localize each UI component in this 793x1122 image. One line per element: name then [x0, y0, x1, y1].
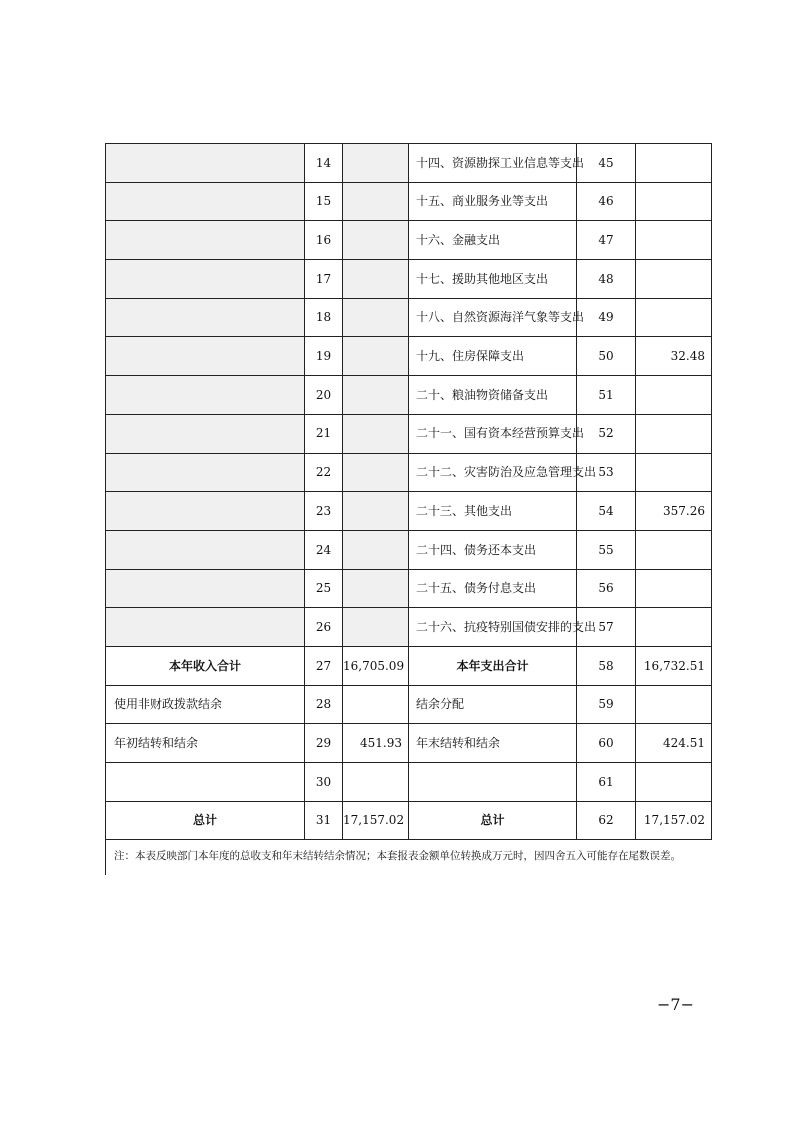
- income-row-number-cell: 15: [305, 182, 343, 221]
- expense-amount-cell: [636, 530, 712, 569]
- expense-row-number-cell: 57: [577, 608, 636, 647]
- income-amount-cell: [343, 221, 409, 260]
- income-amount-cell: [343, 453, 409, 492]
- income-amount-cell: 17,157.02: [343, 801, 409, 840]
- income-row-number-cell: 14: [305, 144, 343, 183]
- income-amount-cell: [343, 376, 409, 415]
- table-note: 注：本表反映部门本年度的总收支和年末结转结余情况；本套报表金额单位转换成万元时，因四舍五入可能存在尾数误差。: [114, 850, 681, 862]
- expense-amount-cell: [636, 685, 712, 724]
- income-label-cell: [106, 492, 305, 531]
- expense-row-number-cell: 50: [577, 337, 636, 376]
- expense-label-cell: 二十、粮油物资储备支出: [409, 376, 577, 415]
- expense-amount-cell: 32.48: [636, 337, 712, 376]
- income-label-cell: [106, 144, 305, 183]
- income-row-number-cell: 18: [305, 298, 343, 337]
- expense-label-cell: 年末结转和结余: [409, 724, 577, 763]
- expense-amount-cell: [636, 453, 712, 492]
- income-amount-cell: [343, 260, 409, 299]
- income-label-cell: [106, 182, 305, 221]
- income-row-number-cell: 21: [305, 414, 343, 453]
- expense-amount-cell: [636, 376, 712, 415]
- income-row-number-cell: 22: [305, 453, 343, 492]
- expense-row-number-cell: 53: [577, 453, 636, 492]
- table-row: [106, 530, 712, 569]
- budget-table: [105, 143, 712, 840]
- expense-amount-cell: 424.51: [636, 724, 712, 763]
- table-row: [106, 646, 712, 685]
- expense-row-number-cell: 58: [577, 646, 636, 685]
- table-row: [106, 453, 712, 492]
- expense-label-cell: 十八、自然资源海洋气象等支出: [409, 298, 577, 337]
- expense-row-number-cell: 56: [577, 569, 636, 608]
- expense-label-cell: 十七、援助其他地区支出: [409, 260, 577, 299]
- income-amount-cell: [343, 608, 409, 647]
- table-row: [106, 724, 712, 763]
- income-row-number-cell: 19: [305, 337, 343, 376]
- expense-row-number-cell: 47: [577, 221, 636, 260]
- income-row-number-cell: 26: [305, 608, 343, 647]
- expense-amount-cell: [636, 569, 712, 608]
- table-row: [106, 221, 712, 260]
- table-row: [106, 376, 712, 415]
- income-label-cell: 本年收入合计: [106, 646, 305, 685]
- expense-label-cell: 本年支出合计: [409, 646, 577, 685]
- expense-row-number-cell: 55: [577, 530, 636, 569]
- expense-label-cell: 总计: [409, 801, 577, 840]
- income-amount-cell: [343, 530, 409, 569]
- income-row-number-cell: 20: [305, 376, 343, 415]
- expense-label-cell: 结余分配: [409, 685, 577, 724]
- table-row: [106, 608, 712, 647]
- income-label-cell: [106, 221, 305, 260]
- income-row-number-cell: 29: [305, 724, 343, 763]
- expense-amount-cell: [636, 763, 712, 802]
- expense-row-number-cell: 52: [577, 414, 636, 453]
- income-row-number-cell: 28: [305, 685, 343, 724]
- income-label-cell: [106, 298, 305, 337]
- expense-label-cell: [409, 763, 577, 802]
- income-amount-cell: [343, 182, 409, 221]
- expense-label-cell: 二十五、债务付息支出: [409, 569, 577, 608]
- expense-label-cell: 二十六、抗疫特别国债安排的支出: [409, 608, 577, 647]
- income-label-cell: [106, 608, 305, 647]
- table-row: [106, 298, 712, 337]
- income-amount-cell: [343, 492, 409, 531]
- income-row-number-cell: 24: [305, 530, 343, 569]
- income-amount-cell: [343, 298, 409, 337]
- expense-row-number-cell: 46: [577, 182, 636, 221]
- table-row: [106, 569, 712, 608]
- table-row: [106, 182, 712, 221]
- expense-row-number-cell: 49: [577, 298, 636, 337]
- expense-amount-cell: [636, 608, 712, 647]
- expense-row-number-cell: 61: [577, 763, 636, 802]
- income-row-number-cell: 25: [305, 569, 343, 608]
- expense-amount-cell: [636, 221, 712, 260]
- table-row: [106, 337, 712, 376]
- expense-amount-cell: 357.26: [636, 492, 712, 531]
- income-label-cell: 使用非财政拨款结余: [106, 685, 305, 724]
- income-label-cell: 年初结转和结余: [106, 724, 305, 763]
- income-label-cell: [106, 414, 305, 453]
- expense-amount-cell: 17,157.02: [636, 801, 712, 840]
- income-row-number-cell: 30: [305, 763, 343, 802]
- table-row: [106, 492, 712, 531]
- table-row: [106, 414, 712, 453]
- expense-amount-cell: [636, 144, 712, 183]
- income-amount-cell: [343, 144, 409, 183]
- expense-row-number-cell: 62: [577, 801, 636, 840]
- income-amount-cell: [343, 763, 409, 802]
- page-number: −7−: [657, 995, 694, 1014]
- income-amount-cell: [343, 337, 409, 376]
- expense-amount-cell: [636, 414, 712, 453]
- income-label-cell: [106, 260, 305, 299]
- expense-label-cell: 十九、住房保障支出: [409, 337, 577, 376]
- expense-amount-cell: [636, 298, 712, 337]
- income-label-cell: [106, 569, 305, 608]
- table-row: [106, 763, 712, 802]
- expense-row-number-cell: 60: [577, 724, 636, 763]
- expense-label-cell: 十四、资源勘探工业信息等支出: [409, 144, 577, 183]
- expense-row-number-cell: 54: [577, 492, 636, 531]
- table-row: [106, 801, 712, 840]
- expense-row-number-cell: 45: [577, 144, 636, 183]
- expense-label-cell: 二十三、其他支出: [409, 492, 577, 531]
- expense-row-number-cell: 48: [577, 260, 636, 299]
- expense-row-number-cell: 59: [577, 685, 636, 724]
- expense-amount-cell: [636, 260, 712, 299]
- table-row: [106, 260, 712, 299]
- expense-amount-cell: [636, 182, 712, 221]
- income-row-number-cell: 16: [305, 221, 343, 260]
- income-row-number-cell: 27: [305, 646, 343, 685]
- table-body: [106, 144, 712, 840]
- income-amount-cell: 16,705.09: [343, 646, 409, 685]
- income-label-cell: [106, 763, 305, 802]
- income-amount-cell: 451.93: [343, 724, 409, 763]
- expense-label-cell: 二十四、债务还本支出: [409, 530, 577, 569]
- expense-label-cell: 十六、金融支出: [409, 221, 577, 260]
- income-row-number-cell: 23: [305, 492, 343, 531]
- expense-label-cell: 二十一、国有资本经营预算支出: [409, 414, 577, 453]
- expense-amount-cell: 16,732.51: [636, 646, 712, 685]
- income-amount-cell: [343, 685, 409, 724]
- income-label-cell: [106, 453, 305, 492]
- note-box: [105, 839, 711, 875]
- income-label-cell: [106, 530, 305, 569]
- income-amount-cell: [343, 569, 409, 608]
- expense-label-cell: 二十二、灾害防治及应急管理支出: [409, 453, 577, 492]
- income-label-cell: [106, 337, 305, 376]
- expense-row-number-cell: 51: [577, 376, 636, 415]
- income-row-number-cell: 31: [305, 801, 343, 840]
- income-amount-cell: [343, 414, 409, 453]
- table-row: [106, 685, 712, 724]
- expense-label-cell: 十五、商业服务业等支出: [409, 182, 577, 221]
- income-row-number-cell: 17: [305, 260, 343, 299]
- income-label-cell: 总计: [106, 801, 305, 840]
- income-label-cell: [106, 376, 305, 415]
- table-row: [106, 144, 712, 183]
